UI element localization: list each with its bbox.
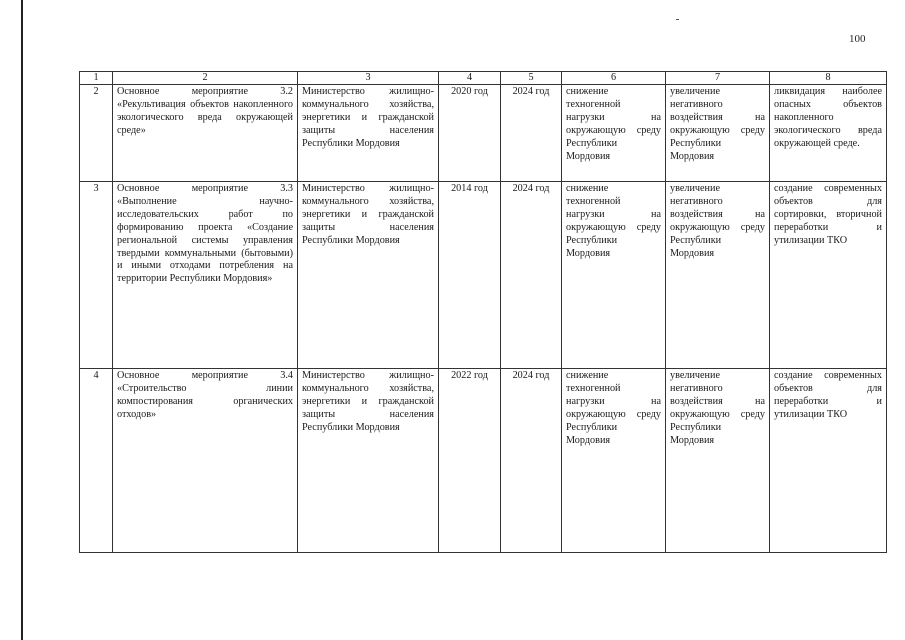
start-year: 2014 год [439,182,501,369]
column-number: 7 [666,72,770,85]
end-year: 2024 год [501,85,562,182]
expected-result: создание современных объектов для переработки и утилизации ТКО [770,369,887,553]
event-name: Основное мероприятие 3.4 «Строительство линии компостирования органических отходов» [113,369,298,553]
non-implementation-consequence: увеличение негативного воздействия на окружающую среду Республики Мордовия [666,85,770,182]
table-row [80,369,887,553]
column-number: 4 [439,72,501,85]
start-year: 2020 год [439,85,501,182]
end-year: 2024 год [501,369,562,553]
table-row [80,85,887,182]
expected-effect: снижение техногенной нагрузки на окружающую среду Республики Мордовия [562,182,666,369]
event-name: Основное мероприятие 3.2 «Рекультивация объектов накопленного экологического вреда окружающей среде» [113,85,298,182]
non-implementation-consequence: увеличение негативного воздействия на окружающую среду Республики Мордовия [666,182,770,369]
expected-result: создание современных объектов для сортировки, вторичной переработки и утилизации ТКО [770,182,887,369]
expected-effect: снижение техногенной нагрузки на окружающую среду Республики Мордовия [562,369,666,553]
column-number: 3 [298,72,439,85]
column-number: 5 [501,72,562,85]
row-number: 3 [80,182,113,369]
column-number: 2 [113,72,298,85]
executor: Министерство жилищно-коммунального хозяйства, энергетики и гражданской защиты населения Республики Мордовия [298,369,439,553]
column-number: 6 [562,72,666,85]
executor: Министерство жилищно-коммунального хозяйства, энергетики и гражданской защиты населения Республики Мордовия [298,182,439,369]
column-number-row [80,72,887,85]
column-number: 8 [770,72,887,85]
non-implementation-consequence: увеличение негативного воздействия на окружающую среду Республики Мордовия [666,369,770,553]
event-name: Основное мероприятие 3.3 «Выполнение научно-исследовательских работ по формированию проекта «Создание региональной системы управления твердыми коммунальными (бытовыми) и иными отходами потребления на территории Республики Мордовия» [113,182,298,369]
executor: Министерство жилищно-коммунального хозяйства, энергетики и гражданской защиты населения Республики Мордовия [298,85,439,182]
table-row [80,182,887,369]
column-number: 1 [80,72,113,85]
scan-speck [676,19,679,20]
expected-result: ликвидация наиболее опасных объектов накопленного экологического вреда окружающей среде. [770,85,887,182]
row-number: 2 [80,85,113,182]
page-number: 100 [849,33,866,45]
scan-edge-line [21,0,23,640]
row-number: 4 [80,369,113,553]
expected-effect: снижение техногенной нагрузки на окружающую среду Республики Мордовия [562,85,666,182]
measures-table [79,71,887,553]
end-year: 2024 год [501,182,562,369]
start-year: 2022 год [439,369,501,553]
